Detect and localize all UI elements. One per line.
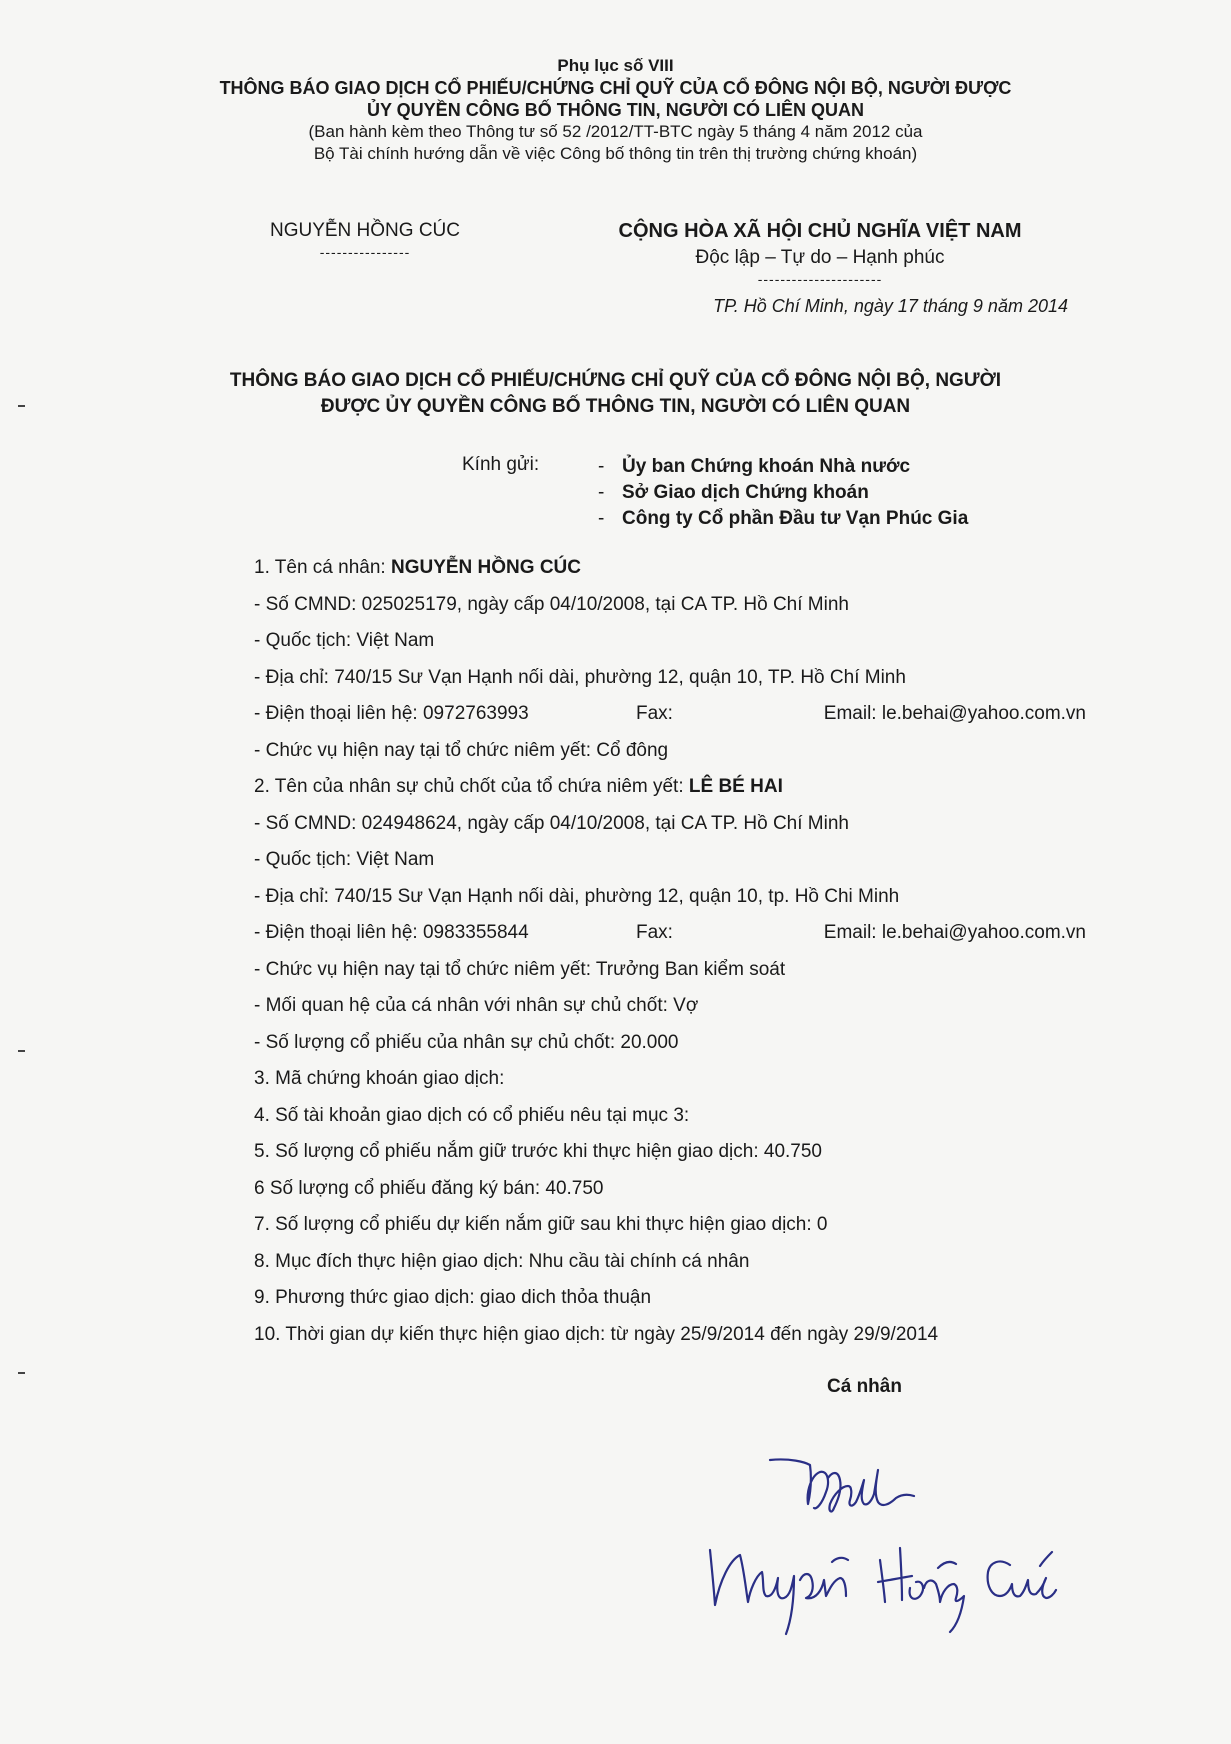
position-row: - Chức vụ hiện nay tại tổ chức niêm yết: Cổ đông [254,739,669,761]
header-note-line-1: (Ban hành kèm theo Thông tư số 52 /2012/TT-BTC ngày 5 tháng 4 năm 2012 của [308,122,923,141]
fax-text: Fax: [636,922,673,943]
recipient-item: - Công ty Cổ phần Đầu tư Vạn Phúc Gia [598,506,968,532]
email-text: Email: le.behai@yahoo.com.vn [823,922,1086,943]
republic-motto: Độc lập – Tự do – Hạnh phúc [695,247,945,268]
header-title-line-2: ỦY QUYỀN CÔNG BỐ THÔNG TIN, NGƯỜI CÓ LIÊN QUAN [367,100,864,120]
shares-to-sell-row: 6 Số lượng cổ phiếu đăng ký bán: 40.750 [254,1177,604,1199]
phone-text: - Điện thoại liên hệ: 0983355844 [254,922,529,943]
contact-row [254,700,1086,737]
account-row: 4. Số tài khoản giao dịch có cổ phiếu nêu tại mục 3: [254,1104,690,1126]
recipient-bullet: - [598,482,605,503]
recipient-item: - Sở Giao dịch Chứng khoán [598,480,968,506]
phone-text: - Điện thoại liên hệ: 0972763993 [254,703,529,724]
recipient-bullet: - [598,456,605,477]
period-row: 10. Thời gian dự kiến thực hiện giao dịch: từ ngày 25/9/2014 đến ngày 29/9/2014 [254,1323,939,1345]
title-line-1: THÔNG BÁO GIAO DỊCH CỔ PHIẾU/CHỨNG CHỈ QUỸ CỦA CỔ ĐÔNG NỘI BỘ, NGƯỜI [229,370,1002,391]
header-title-line-1: THÔNG BÁO GIAO DỊCH CỔ PHIẾU/CHỨNG CHỈ QUỸ CỦA CỔ ĐÔNG NỘI BỘ, NGƯỜI ĐƯỢC [219,78,1012,98]
margin-mark [18,1050,25,1052]
margin-mark [18,405,25,407]
signer-label: Cá nhân [827,1376,902,1397]
id-card-row: - Số CMND: 025025179, ngày cấp 04/10/2008, tại CA TP. Hồ Chí Minh [254,593,849,615]
key-person-contact-row [254,919,1086,956]
document-title [0,368,1231,420]
document-date: TP. Hồ Chí Minh, ngày 17 tháng 9 năm 2014 [713,296,1068,316]
sender-name: NGUYỄN HỒNG CÚC [269,220,460,241]
key-person-address-row: - Địa chỉ: 740/15 Sư Vạn Hạnh nối dài, phường 12, quận 10, tp. Hồ Chi Minh [254,885,900,907]
nationality-row: - Quốc tịch: Việt Nam [254,630,435,651]
key-person-row: 2. Tên của nhân sự chủ chốt của tổ chứa niêm yết: LÊ BÉ HAI [254,776,783,797]
sender-underline: ---------------- [319,244,411,260]
document-header [0,55,1231,165]
key-person-shares-row: - Số lượng cổ phiếu của nhân sự chủ chốt: 20.000 [254,1031,679,1053]
republic-name: CỘNG HÒA XÃ HỘI CHỦ NGHĨA VIỆT NAM [618,220,1022,242]
key-person-id-row: - Số CMND: 024948624, ngày cấp 04/10/2008, tại CA TP. Hồ Chí Minh [254,812,849,834]
recipients-label: Kính gửi: [462,454,540,475]
recipient-bullet: - [598,508,605,529]
shares-after-row: 7. Số lượng cổ phiếu dự kiến nắm giữ sau khi thực hiện giao dịch: 0 [254,1214,828,1235]
key-person-name: LÊ BÉ HAI [688,776,783,797]
key-person-nationality-row: - Quốc tịch: Việt Nam [254,849,435,870]
shares-before-row: 5. Số lượng cổ phiếu nắm giữ trước khi thực hiện giao dịch: 40.750 [254,1141,822,1162]
margin-mark [18,1372,25,1374]
fax-text: Fax: [636,703,673,724]
email-text: Email: le.behai@yahoo.com.vn [823,703,1086,724]
document-body [254,554,1086,1357]
relationship-row: - Mối quan hệ của cá nhân với nhân sự chủ chốt: Vợ [254,995,699,1016]
individual-name-row: 1. Tên cá nhân: NGUYỄN HỒNG CÚC [254,557,581,578]
header-note-line-2: Bộ Tài chính hướng dẫn về việc Công bố thông tin trên thị trường chứng khoán) [313,144,918,163]
method-row: 9. Phương thức giao dịch: giao dich thỏa thuận [254,1287,652,1308]
handwritten-signature [700,1420,1060,1660]
purpose-row: 8. Mục đích thực hiện giao dịch: Nhu cầu tài chính cá nhân [254,1250,750,1272]
recipient-item: - Ủy ban Chứng khoán Nhà nước [598,454,968,480]
key-person-position-row: - Chức vụ hiện nay tại tổ chức niêm yết: Trưởng Ban kiểm soát [254,958,786,980]
republic-block [570,220,1070,287]
annex-label: Phụ lục số VIII [557,56,674,75]
individual-name: NGUYỄN HỒNG CÚC [390,557,581,578]
ticker-row: 3. Mã chứng khoán giao dịch: [254,1068,505,1089]
address-row: - Địa chỉ: 740/15 Sư Vạn Hạnh nối dài, phường 12, quận 10, TP. Hồ Chí Minh [254,666,906,688]
republic-underline: ---------------------- [757,271,883,287]
recipients-list [598,454,968,532]
sender-block [250,220,480,260]
title-line-2: ĐƯỢC ỦY QUYỀN CÔNG BỐ THÔNG TIN, NGƯỜI CÓ LIÊN QUAN [320,396,911,417]
